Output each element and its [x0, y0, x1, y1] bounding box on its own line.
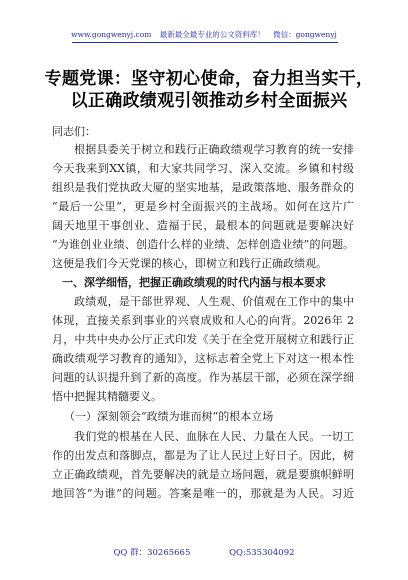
footer-qq: QQ:535304092	[229, 548, 295, 558]
page-header	[0, 29, 408, 40]
paragraph-line: 政绩观，是干部世界观、人生观、价值观在工作中的集中	[74, 295, 354, 308]
paragraph-line: 地回答“为谁”的问题。答案是唯一的，那就是为人民。习近	[52, 487, 354, 500]
paragraph-line: 根据县委关于树立和践行正确政绩观学习教育的统一安排	[74, 143, 354, 156]
salutation: 同志们：	[52, 125, 96, 138]
paragraph-line: 组织是我们党执政大厦的坚实地基，是政策落地、服务群众的	[52, 181, 354, 194]
paragraph-line: 这便是我们今天党课的核心，即树立和践行正确政绩观。	[52, 257, 327, 270]
subsection-heading-1: （一）深刻领会“政绩为谁而树”的根本立场	[64, 410, 274, 423]
paragraph-line: 我们党的根基在人民、血脉在人民、力量在人民。一切工	[74, 430, 354, 443]
paragraph-line: 立正确政绩观，首先要解决的就是立场问题，就是要旗帜鲜明	[52, 468, 354, 481]
header-site-url[interactable]: www.gongwenyj.com	[71, 30, 152, 39]
paragraph-line: 阔天地里干事创业、造福于民，最根本的问题就是要解决好	[52, 219, 354, 232]
paragraph-line: 作的出发点和落脚点，都是为了让人民过上好日子。因此，树	[52, 449, 354, 462]
paragraph-line: 确政绩观学习教育的通知》，这标志着全党上下对这一根本性	[52, 352, 354, 365]
section-heading-1: 一、深学细悟，把握正确政绩观的时代内涵与根本要求	[62, 276, 326, 289]
paragraph-line: 今天我来到XX镇，和大家共同学习、深入交流。乡镇和村级	[52, 162, 354, 175]
header-wechat: 微信：gongwenyj	[273, 30, 337, 39]
document-title-line-1: 专题党课：坚守初心使命，奋力担当实干，	[44, 69, 374, 89]
header-divider	[72, 42, 338, 43]
header-slogan: 最新最全最专业的公文资料库！	[159, 30, 265, 39]
paragraph-line: 问题的认识提升到了新的高度。作为基层干部，必须在深学细	[52, 371, 354, 384]
document-title-line-2: 以正确政绩观引领推动乡村全面振兴	[70, 91, 348, 111]
page-footer	[0, 546, 408, 558]
paragraph-line: 体现，直接关系到事业的兴衰成败和人心的向背。2026年 2	[52, 314, 354, 327]
paragraph-line: “为谁创业业绩、创造什么样的业绩、怎样创造业绩”的问题。	[52, 238, 354, 251]
footer-qq-group: QQ 群：30265665	[113, 548, 191, 558]
paragraph-line: 月，中共中央办公厅正式印发《关于在全党开展树立和践行正	[52, 333, 354, 346]
paragraph-line: 悟中把握其精髓要义。	[52, 390, 162, 403]
paragraph-line: “最后一公里”，更是乡村全面振兴的主战场。如何在这片广	[52, 200, 354, 213]
